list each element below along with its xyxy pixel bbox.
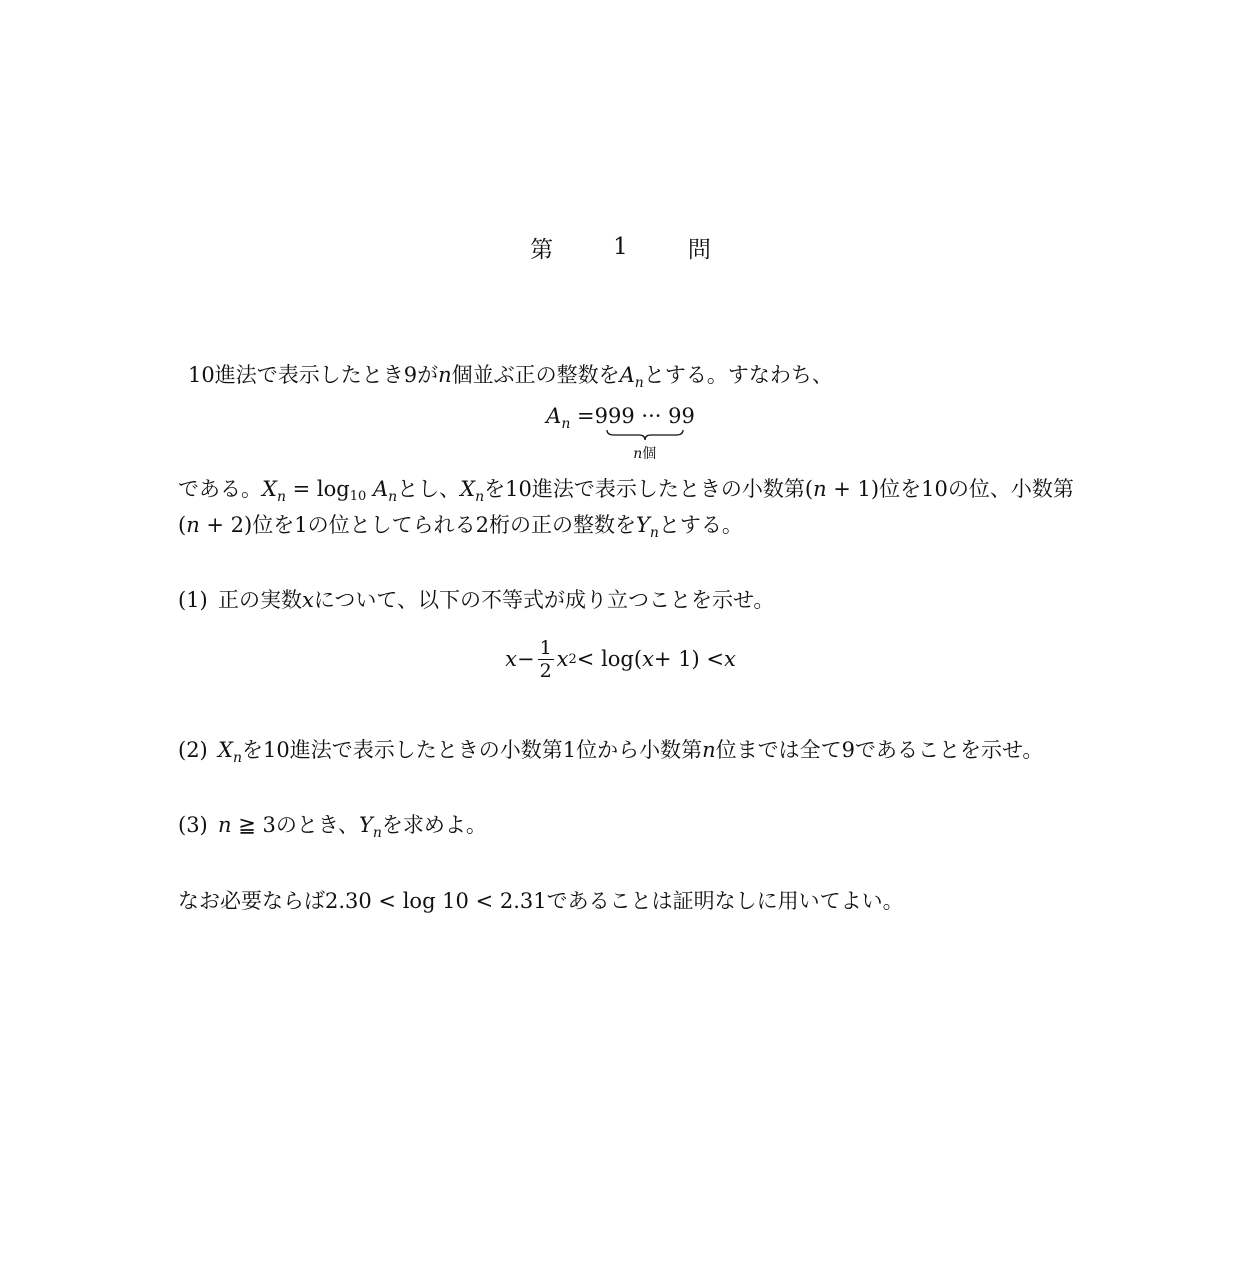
title-number: 1 <box>613 234 628 260</box>
problem-title <box>0 230 1241 264</box>
definition-line-1: である。$X_n = \log 10$ $A_n$とし、$X_n$を10進法で表示したときの小数第(n + 1)位を10の位、小数第 <box>178 477 1074 505</box>
title-mon: 問 <box>687 236 711 263</box>
note-sentence: なお必要ならば2.30 < log 10 < 2.31であることは証明なしに用いてよい。 <box>178 889 904 913</box>
formula-An: $A_n$ = 999 ··· 99 n個 <box>546 404 695 462</box>
inequality: x − $\frac{1}{2}$ x 2 < log( x + 1) < x <box>505 636 736 682</box>
underbrace-digits: 999 ··· 99 n個 <box>594 404 695 462</box>
underbrace-icon <box>606 429 684 441</box>
question-2: (2) $X_n$を10進法で表示したときの小数第1位から小数第n位までは全て9であることを示せ。 <box>178 738 1044 766</box>
title-dai: 第 <box>530 236 554 263</box>
question-3: (3) n ≧ 3のとき、$Y_n$を求めよ。 <box>178 813 487 841</box>
definition-line-2: (n + 2)位を1の位としてられる2桁の正の整数を$Y_n$とする。 <box>178 513 743 541</box>
fraction-half: $\frac{1}{2}$ <box>539 636 552 682</box>
question-1: (1) 正の実数xについて、以下の不等式が成り立つことを示せ。 <box>178 588 775 612</box>
intro-sentence: 10進法で表示したとき9がn個並ぶ正の整数を$A_n$とする。すなわち、 <box>188 363 833 391</box>
